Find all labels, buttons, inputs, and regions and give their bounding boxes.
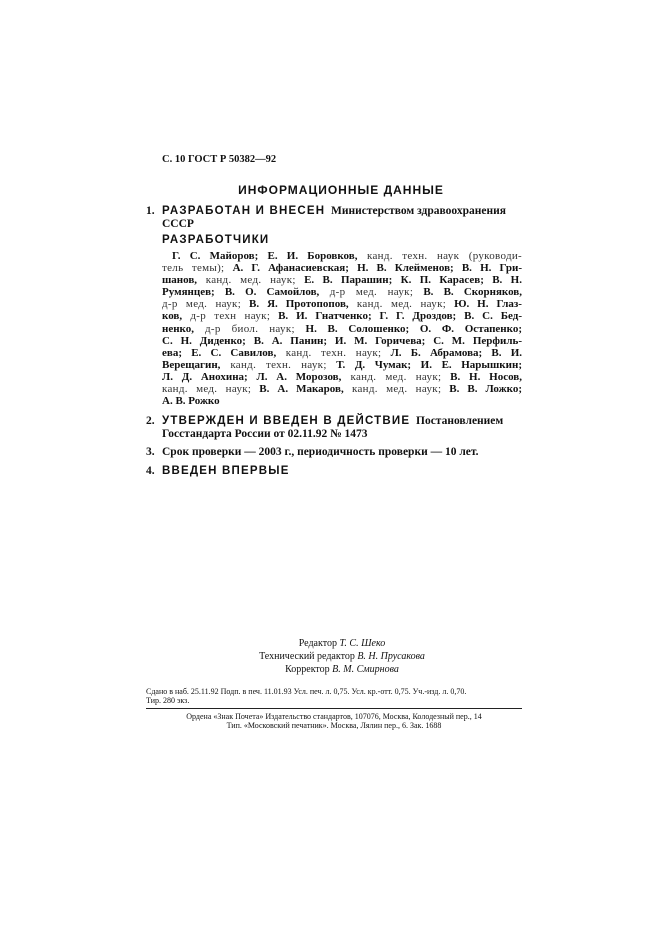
developer-name: В. В. Скорняков,: [413, 286, 522, 299]
developers-line: [162, 347, 522, 359]
item-number: 2.: [146, 415, 155, 427]
developers-line: [162, 335, 522, 347]
divider: [146, 708, 522, 709]
editor-role: Технический редактор: [259, 651, 355, 662]
developer-name: В. А. Макаров,: [251, 383, 344, 396]
developers-line: [162, 310, 522, 322]
imprint-line: Ордена «Знак Почета» Издательство стандартов, 107076, Москва, Колодезный пер., 14: [186, 712, 482, 721]
imprint-line: Тир. 280 экз.: [146, 696, 190, 705]
item-text-cont: СССР: [162, 218, 194, 231]
developers-line: [162, 250, 522, 262]
item-text-cont: Госстандарта России от 02.11.92 № 1473: [162, 428, 368, 441]
section-title: ИНФОРМАЦИОННЫЕ ДАННЫЕ: [238, 183, 444, 197]
developer-degree: канд. мед. наук;: [162, 383, 252, 396]
imprint-publisher: [146, 712, 522, 730]
developer-name: В. В. Ложко;: [441, 383, 522, 396]
developer-name: ков,: [162, 310, 183, 323]
developer-name: Л. Д. Анохина; Л. А. Морозов,: [162, 370, 342, 383]
developer-name: А. В. Рожко: [162, 395, 220, 408]
developer-degree: канд. мед. наук;: [341, 370, 442, 383]
item-caps: ВВЕДЕН ВПЕРВЫЕ: [162, 465, 290, 477]
item-4: [146, 465, 522, 478]
editors-block: [162, 637, 522, 676]
developers-line: [162, 359, 522, 371]
developer-degree: д-р мед. наук;: [319, 286, 414, 299]
imprint-print-info: [146, 687, 522, 705]
developer-name: ненко,: [162, 322, 195, 335]
developer-name: Ю. Н. Глаз-: [446, 298, 522, 311]
developer-name: Т. Д. Чумак; И. Е. Нарышкин;: [326, 358, 522, 371]
developer-degree: тель темы);: [162, 262, 225, 275]
developers-line: [162, 286, 522, 298]
developer-name: шанов,: [162, 274, 198, 287]
editor-line: [162, 663, 522, 676]
item-number: 1.: [146, 205, 155, 217]
developers-line: [162, 371, 522, 383]
item-1: [146, 205, 522, 232]
item-2: [146, 415, 522, 442]
developer-name: Н. В. Солошенко; О. Ф. Остапенко;: [294, 322, 523, 335]
item-text: Министерством здравоохранения: [331, 205, 506, 217]
developer-degree: д-р техн наук;: [182, 310, 271, 323]
developer-degree: д-р биол. наук;: [194, 322, 295, 335]
heading-text: РАЗРАБОТЧИКИ: [162, 234, 270, 246]
editor-role: Редактор: [298, 638, 337, 649]
item-caps: РАЗРАБОТАН И ВНЕСЕН: [162, 205, 326, 217]
editor-name: В. М. Смирнова: [332, 664, 399, 675]
editor-name: В. Н. Прусакова: [357, 651, 425, 662]
developer-degree: канд. мед. наук;: [343, 383, 442, 396]
editor-name: Т. С. Шеко: [339, 638, 386, 649]
editor-line: [162, 650, 522, 663]
developer-name: С. Н. Диденко; В. А. Панин; И. М. Горичева; С. М. Перфиль-: [162, 334, 522, 347]
editor-role: Корректор: [285, 664, 330, 675]
item-number: 3.: [146, 446, 155, 458]
item-text: Постановлением: [416, 415, 504, 427]
developer-degree: канд. техн. наук (руководи-: [357, 250, 522, 262]
developer-degree: канд. мед. наук;: [197, 274, 296, 287]
developer-degree: канд. мед. наук;: [348, 298, 447, 311]
developer-degree: канд. техн. наук;: [276, 346, 382, 359]
imprint-line: Сдано в наб. 25.11.92 Подп. в печ. 11.01.93 Усл. печ. л. 0,75. Усл. кр.-отт. 0,75. Уч.-изд. л. 0,70.: [146, 687, 467, 696]
developer-name: В. Н. Носов,: [441, 370, 522, 383]
developer-name: Верещагин,: [162, 358, 221, 371]
developers-line: [162, 298, 522, 310]
developer-name: В. Я. Протопопов,: [241, 298, 349, 311]
item-caps: УТВЕРЖДЕН И ВВЕДЕН В ДЕЙСТВИЕ: [162, 415, 411, 427]
item-number: 4.: [146, 465, 155, 477]
developers-line: [162, 274, 522, 286]
item-text: Срок проверки — 2003 г., периодичность проверки — 10 лет.: [162, 446, 479, 458]
developer-degree: канд. техн. наук;: [220, 358, 327, 371]
imprint-line: Тип. «Московский печатник». Москва, Лялин пер., 6. Зак. 1688: [226, 721, 442, 730]
developers-line: [162, 323, 522, 335]
developers-line: [162, 395, 522, 407]
developer-degree: д-р мед. наук;: [162, 298, 242, 311]
page-header: С. 10 ГОСТ Р 50382—92: [162, 154, 277, 165]
developer-name: А. Г. Афанасиевская; Н. В. Клейменов; В. Н. Гри-: [224, 262, 522, 275]
developers-heading: [162, 234, 538, 247]
developer-name: Г. С. Майоров; Е. И. Боровков,: [172, 250, 358, 262]
developers-line: [162, 262, 522, 274]
item-3: [146, 446, 522, 459]
developer-name: ева; Е. С. Савилов,: [162, 346, 277, 359]
developer-name: Румянцев; В. О. Самойлов,: [162, 286, 320, 299]
developers-line: [162, 383, 522, 395]
developer-name: В. И. Гнатченко; Г. Г. Дроздов; В. С. Бед-: [270, 310, 522, 323]
developers-list: [162, 250, 522, 407]
editor-line: [162, 637, 522, 650]
developer-name: Л. Б. Абрамова; В. И.: [381, 346, 522, 359]
developer-name: Е. В. Парашин; К. П. Карасев; В. Н.: [295, 274, 522, 287]
